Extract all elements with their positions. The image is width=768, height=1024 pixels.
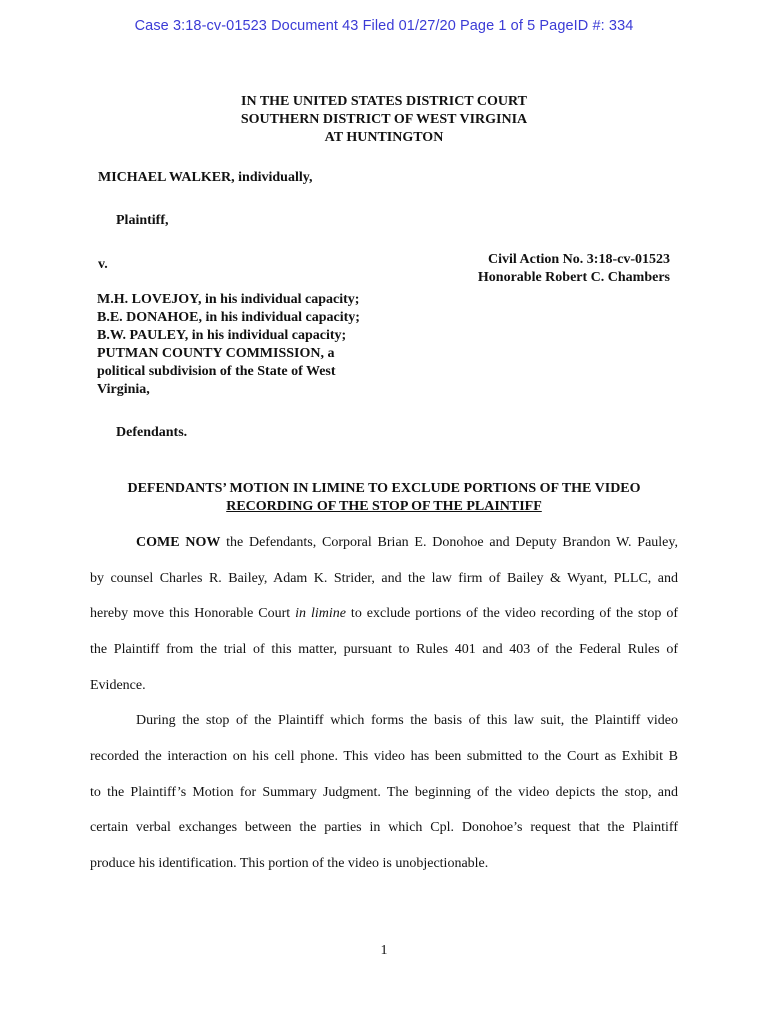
plaintiff-role: Plaintiff, [116, 213, 169, 228]
paragraph-2-line-3: to the Plaintiff’s Motion for Summary Judgment. The beginning of the video depicts the stop, and [90, 785, 678, 800]
paragraph-2-line-5: produce his identification. This portion of the video is unobjectionable. [90, 856, 489, 871]
in-limine-term: in limine [295, 606, 346, 621]
defendant-line: political subdivision of the State of West [97, 364, 336, 379]
defendant-line: PUTMAN COUNTY COMMISSION, a [97, 346, 335, 361]
court-location: AT HUNTINGTON [324, 130, 444, 145]
paragraph-2-line-4: certain verbal exchanges between the parties in which Cpl. Donohoe’s request that the Plaintiff [90, 820, 678, 835]
paragraph-1-line-5: Evidence. [90, 678, 146, 693]
defendants-role: Defendants. [116, 425, 188, 440]
paragraph-1-line-2: by counsel Charles R. Bailey, Adam K. Strider, and the law firm of Bailey & Wyant, PLLC, and [90, 571, 678, 586]
paragraph-1-line-1-text: the Defendants, Corporal Brian E. Donohoe and Deputy Brandon W. Pauley, [220, 535, 678, 550]
presiding-judge: Honorable Robert C. Chambers [477, 270, 670, 285]
civil-action-number: Civil Action No. 3:18-cv-01523 [488, 252, 670, 267]
motion-title-line-1: DEFENDANTS’ MOTION IN LIMINE TO EXCLUDE PORTIONS OF THE VIDEO [127, 481, 641, 496]
paragraph-2-line-1: During the stop of the Plaintiff which forms the basis of this law suit, the Plaintiff video [136, 713, 678, 728]
come-now-lead: COME NOW [136, 535, 221, 550]
paragraph-1-line-4: the Plaintiff from the trial of this matter, pursuant to Rules 401 and 403 of the Federal Rules of [90, 642, 678, 657]
defendant-line: M.H. LOVEJOY, in his individual capacity; [97, 292, 360, 307]
paragraph-1-line-1 [136, 535, 678, 551]
defendant-line: B.E. DONAHOE, in his individual capacity; [97, 310, 360, 325]
court-name-line-2: SOUTHERN DISTRICT OF WEST VIRGINIA [240, 112, 528, 127]
motion-title-line-2: RECORDING OF THE STOP OF THE PLAINTIFF [226, 499, 542, 514]
case-header-stamp: Case 3:18-cv-01523 Document 43 Filed 01/27/20 Page 1 of 5 PageID #: 334 [134, 18, 634, 34]
versus: v. [98, 257, 108, 272]
page-number: 1 [380, 943, 388, 958]
paragraph-1-line-3a: hereby move this Honorable Court [90, 606, 296, 621]
paragraph-1-line-3b: to exclude portions of the video recording of the stop of [345, 606, 678, 621]
defendant-line: Virginia, [97, 382, 150, 397]
motion-title-line-2-wrap [0, 499, 768, 515]
paragraph-1-line-3 [90, 606, 678, 622]
defendants-list [97, 291, 376, 399]
defendant-line: B.W. PAULEY, in his individual capacity; [97, 328, 347, 343]
court-name-line-1: IN THE UNITED STATES DISTRICT COURT [241, 94, 527, 109]
paragraph-2-line-2: recorded the interaction on his cell phone. This video has been submitted to the Court as Exhibit B [90, 749, 678, 764]
plaintiff-name: MICHAEL WALKER, individually, [98, 170, 313, 185]
